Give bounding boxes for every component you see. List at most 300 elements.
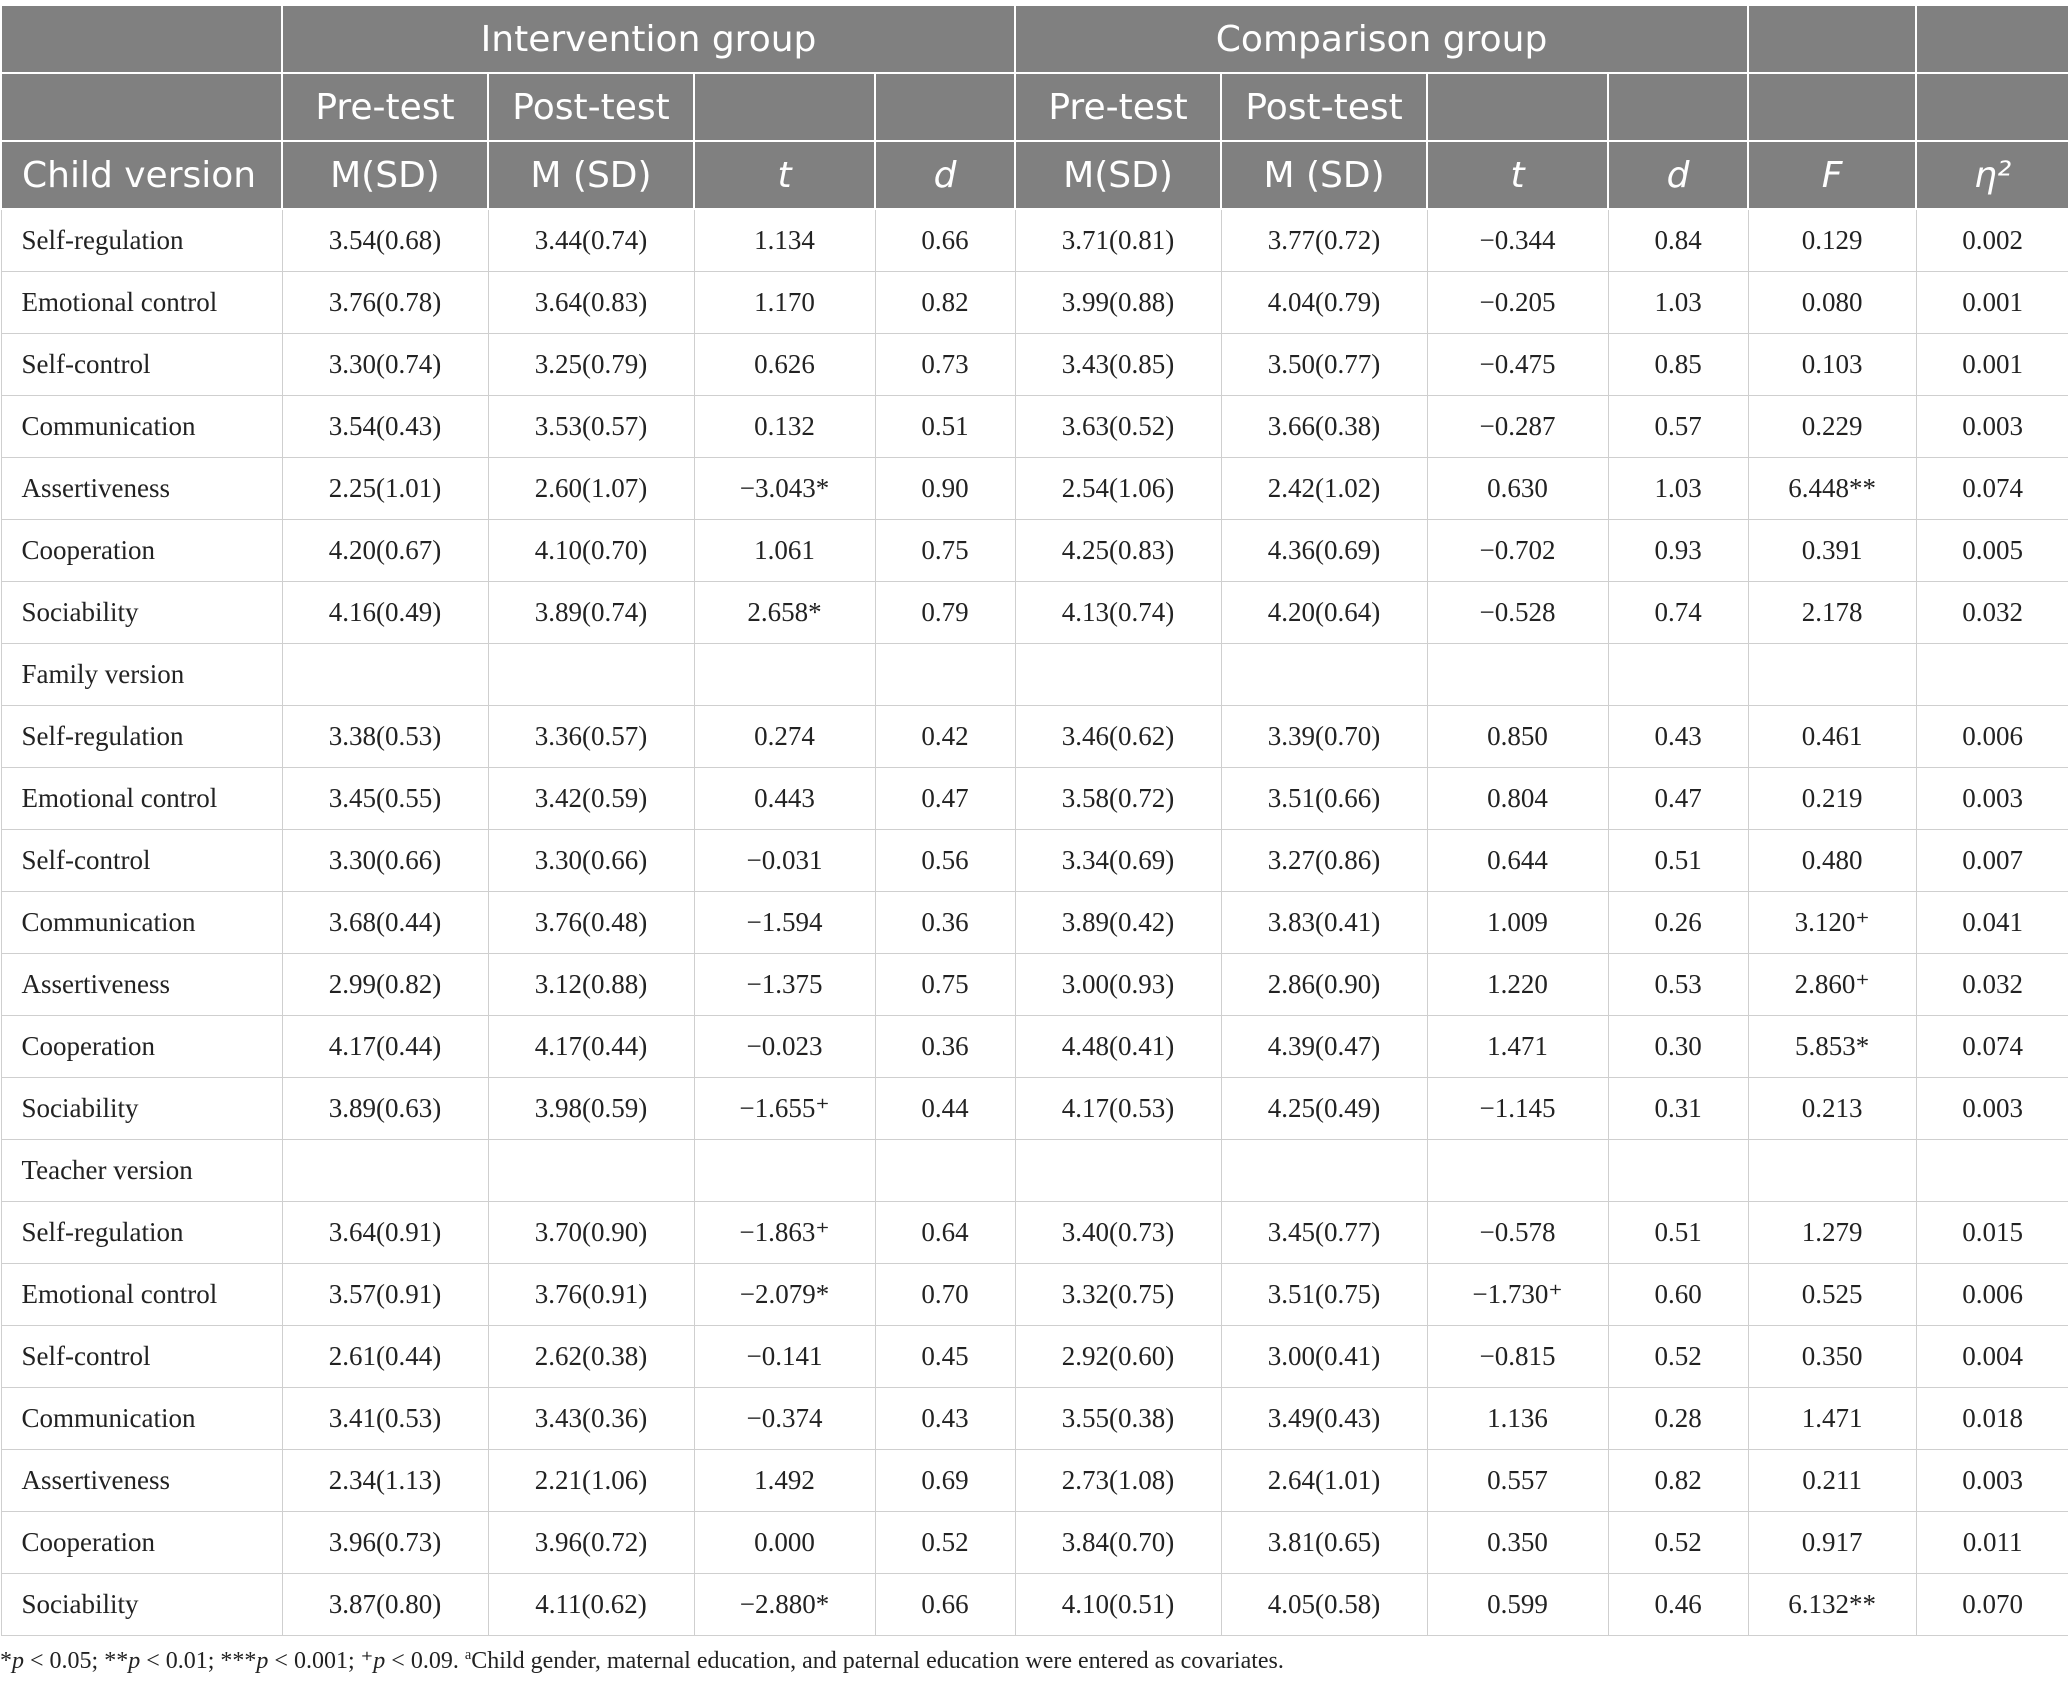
comparison-pretest-value: 3.32(0.75) xyxy=(1015,1264,1221,1326)
intervention-t-header: t xyxy=(694,141,875,209)
comparison-t-value: 0.804 xyxy=(1427,768,1608,830)
comparison-posttest-value: 3.51(0.75) xyxy=(1221,1264,1427,1326)
intervention-post-msd-header: M (SD) xyxy=(488,141,694,209)
intervention-posttest-value: 3.43(0.36) xyxy=(488,1388,694,1450)
header-empty xyxy=(1427,73,1608,141)
comparison-d-value: 0.60 xyxy=(1608,1264,1748,1326)
row-label: Sociability xyxy=(1,582,282,644)
intervention-posttest-value: 3.12(0.88) xyxy=(488,954,694,1016)
f-value: 0.080 xyxy=(1748,272,1916,334)
intervention-d-value: 0.79 xyxy=(875,582,1015,644)
f-value: 6.132** xyxy=(1748,1574,1916,1636)
comparison-d-value: 0.52 xyxy=(1608,1326,1748,1388)
comparison-t-value: 1.009 xyxy=(1427,892,1608,954)
comparison-pretest-value: 4.10(0.51) xyxy=(1015,1574,1221,1636)
eta-squared-value: 0.015 xyxy=(1916,1202,2068,1264)
table-row xyxy=(1,892,2068,954)
comparison-posttest-value: 4.05(0.58) xyxy=(1221,1574,1427,1636)
empty-cell xyxy=(1427,644,1608,706)
comparison-d-value: 0.51 xyxy=(1608,830,1748,892)
row-label: Emotional control xyxy=(1,272,282,334)
header-empty xyxy=(1,5,282,73)
comparison-t-value: −0.702 xyxy=(1427,520,1608,582)
intervention-t-value: 0.132 xyxy=(694,396,875,458)
table-row xyxy=(1,458,2068,520)
intervention-pretest-value: 4.16(0.49) xyxy=(282,582,488,644)
intervention-posttest-value: 3.30(0.66) xyxy=(488,830,694,892)
empty-cell xyxy=(1916,1140,2068,1202)
comparison-d-value: 1.03 xyxy=(1608,458,1748,520)
row-label: Communication xyxy=(1,892,282,954)
row-label: Communication xyxy=(1,1388,282,1450)
section-header-row xyxy=(1,1140,2068,1202)
intervention-pretest-value: 2.99(0.82) xyxy=(282,954,488,1016)
f-value: 0.211 xyxy=(1748,1450,1916,1512)
f-value: 0.350 xyxy=(1748,1326,1916,1388)
comparison-t-value: −0.578 xyxy=(1427,1202,1608,1264)
comparison-t-value: 0.630 xyxy=(1427,458,1608,520)
eta-squared-header: η² xyxy=(1916,141,2068,209)
table-row xyxy=(1,1016,2068,1078)
comparison-d-value: 0.93 xyxy=(1608,520,1748,582)
intervention-t-value: −3.043* xyxy=(694,458,875,520)
comparison-t-value: 1.471 xyxy=(1427,1016,1608,1078)
table-row xyxy=(1,582,2068,644)
comparison-d-value: 0.52 xyxy=(1608,1512,1748,1574)
table-row xyxy=(1,830,2068,892)
intervention-t-value: −0.031 xyxy=(694,830,875,892)
comparison-t-value: −0.815 xyxy=(1427,1326,1608,1388)
eta-squared-value: 0.032 xyxy=(1916,954,2068,1016)
eta-squared-value: 0.004 xyxy=(1916,1326,2068,1388)
row-label: Self-control xyxy=(1,334,282,396)
intervention-d-value: 0.52 xyxy=(875,1512,1015,1574)
f-value: 1.279 xyxy=(1748,1202,1916,1264)
comparison-pretest-value: 2.92(0.60) xyxy=(1015,1326,1221,1388)
comparison-posttest-value: 4.25(0.49) xyxy=(1221,1078,1427,1140)
comparison-d-value: 0.74 xyxy=(1608,582,1748,644)
comparison-pretest-value: 3.99(0.88) xyxy=(1015,272,1221,334)
comparison-t-value: −0.205 xyxy=(1427,272,1608,334)
intervention-d-value: 0.73 xyxy=(875,334,1015,396)
table-row xyxy=(1,954,2068,1016)
intervention-pretest-value: 3.41(0.53) xyxy=(282,1388,488,1450)
row-label: Emotional control xyxy=(1,768,282,830)
intervention-t-value: 0.626 xyxy=(694,334,875,396)
comparison-posttest-value: 3.00(0.41) xyxy=(1221,1326,1427,1388)
intervention-pretest-value: 3.68(0.44) xyxy=(282,892,488,954)
comparison-d-value: 0.30 xyxy=(1608,1016,1748,1078)
comparison-pre-msd-header: M(SD) xyxy=(1015,141,1221,209)
comparison-posttest-value: 2.86(0.90) xyxy=(1221,954,1427,1016)
intervention-pretest-value: 3.45(0.55) xyxy=(282,768,488,830)
eta-squared-value: 0.041 xyxy=(1916,892,2068,954)
intervention-group-header: Intervention group xyxy=(282,5,1015,73)
intervention-d-value: 0.75 xyxy=(875,520,1015,582)
comparison-d-value: 0.51 xyxy=(1608,1202,1748,1264)
intervention-posttest-value: 3.36(0.57) xyxy=(488,706,694,768)
eta-squared-value: 0.011 xyxy=(1916,1512,2068,1574)
intervention-t-value: 2.658* xyxy=(694,582,875,644)
empty-cell xyxy=(1608,1140,1748,1202)
intervention-d-value: 0.51 xyxy=(875,396,1015,458)
intervention-posttest-value: 2.62(0.38) xyxy=(488,1326,694,1388)
comparison-posttest-value: 3.66(0.38) xyxy=(1221,396,1427,458)
f-value: 0.917 xyxy=(1748,1512,1916,1574)
f-value: 0.213 xyxy=(1748,1078,1916,1140)
empty-cell xyxy=(1015,644,1221,706)
intervention-pretest-value: 3.64(0.91) xyxy=(282,1202,488,1264)
f-value: 0.480 xyxy=(1748,830,1916,892)
section-header-row xyxy=(1,644,2068,706)
comparison-t-value: −0.287 xyxy=(1427,396,1608,458)
intervention-posttest-value: 2.60(1.07) xyxy=(488,458,694,520)
intervention-posttest-value: 3.64(0.83) xyxy=(488,272,694,334)
intervention-posttest-value: 3.76(0.48) xyxy=(488,892,694,954)
comparison-t-value: −0.475 xyxy=(1427,334,1608,396)
comparison-group-header: Comparison group xyxy=(1015,5,1748,73)
f-value: 0.391 xyxy=(1748,520,1916,582)
comparison-d-value: 0.57 xyxy=(1608,396,1748,458)
eta-squared-value: 0.007 xyxy=(1916,830,2068,892)
eta-squared-value: 0.003 xyxy=(1916,768,2068,830)
f-value: 1.471 xyxy=(1748,1388,1916,1450)
comparison-pretest-value: 3.84(0.70) xyxy=(1015,1512,1221,1574)
empty-cell xyxy=(282,1140,488,1202)
empty-cell xyxy=(1748,644,1916,706)
table-row xyxy=(1,1574,2068,1636)
intervention-pretest-value: 3.54(0.68) xyxy=(282,209,488,272)
intervention-posttest-value: 3.53(0.57) xyxy=(488,396,694,458)
comparison-d-value: 1.03 xyxy=(1608,272,1748,334)
comparison-pretest-value: 3.00(0.93) xyxy=(1015,954,1221,1016)
table-row xyxy=(1,1512,2068,1574)
intervention-t-value: −0.374 xyxy=(694,1388,875,1450)
comparison-t-value: 1.220 xyxy=(1427,954,1608,1016)
row-label: Cooperation xyxy=(1,1016,282,1078)
intervention-posttest-value: 3.76(0.91) xyxy=(488,1264,694,1326)
intervention-posttest-value: 4.10(0.70) xyxy=(488,520,694,582)
intervention-d-value: 0.90 xyxy=(875,458,1015,520)
table-row xyxy=(1,1264,2068,1326)
row-label: Self-control xyxy=(1,830,282,892)
comparison-d-value: 0.46 xyxy=(1608,1574,1748,1636)
empty-cell xyxy=(1916,644,2068,706)
table-row xyxy=(1,209,2068,272)
intervention-posttest-header: Post-test xyxy=(488,73,694,141)
table-row xyxy=(1,1202,2068,1264)
f-value: 2.178 xyxy=(1748,582,1916,644)
comparison-posttest-value: 4.20(0.64) xyxy=(1221,582,1427,644)
intervention-d-value: 0.82 xyxy=(875,272,1015,334)
comparison-pretest-value: 4.13(0.74) xyxy=(1015,582,1221,644)
empty-cell xyxy=(488,644,694,706)
header-empty xyxy=(1748,73,1916,141)
table-row xyxy=(1,334,2068,396)
f-value: 3.120⁺ xyxy=(1748,892,1916,954)
eta-squared-value: 0.003 xyxy=(1916,1450,2068,1512)
comparison-d-value: 0.28 xyxy=(1608,1388,1748,1450)
intervention-posttest-value: 3.44(0.74) xyxy=(488,209,694,272)
table-row xyxy=(1,1388,2068,1450)
header-empty xyxy=(1916,5,2068,73)
eta-squared-value: 0.074 xyxy=(1916,458,2068,520)
intervention-d-value: 0.47 xyxy=(875,768,1015,830)
comparison-pretest-value: 4.25(0.83) xyxy=(1015,520,1221,582)
row-label: Emotional control xyxy=(1,1264,282,1326)
intervention-t-value: −1.594 xyxy=(694,892,875,954)
intervention-posttest-value: 2.21(1.06) xyxy=(488,1450,694,1512)
empty-cell xyxy=(694,1140,875,1202)
comparison-t-value: −0.528 xyxy=(1427,582,1608,644)
table-row xyxy=(1,706,2068,768)
empty-cell xyxy=(488,1140,694,1202)
comparison-d-value: 0.53 xyxy=(1608,954,1748,1016)
intervention-pretest-value: 3.89(0.63) xyxy=(282,1078,488,1140)
eta-squared-value: 0.074 xyxy=(1916,1016,2068,1078)
comparison-t-value: 0.644 xyxy=(1427,830,1608,892)
comparison-pretest-value: 4.17(0.53) xyxy=(1015,1078,1221,1140)
eta-squared-value: 0.001 xyxy=(1916,334,2068,396)
comparison-t-value: 0.350 xyxy=(1427,1512,1608,1574)
table-row xyxy=(1,520,2068,582)
header-empty xyxy=(875,73,1015,141)
comparison-pretest-value: 3.40(0.73) xyxy=(1015,1202,1221,1264)
intervention-pretest-value: 4.17(0.44) xyxy=(282,1016,488,1078)
intervention-d-value: 0.56 xyxy=(875,830,1015,892)
comparison-posttest-value: 3.51(0.66) xyxy=(1221,768,1427,830)
eta-squared-value: 0.006 xyxy=(1916,706,2068,768)
intervention-posttest-value: 3.89(0.74) xyxy=(488,582,694,644)
empty-cell xyxy=(694,644,875,706)
empty-cell xyxy=(875,1140,1015,1202)
header-empty xyxy=(694,73,875,141)
comparison-pretest-value: 3.55(0.38) xyxy=(1015,1388,1221,1450)
empty-cell xyxy=(1221,1140,1427,1202)
comparison-posttest-value: 4.36(0.69) xyxy=(1221,520,1427,582)
row-label: Assertiveness xyxy=(1,954,282,1016)
intervention-t-value: −1.863⁺ xyxy=(694,1202,875,1264)
comparison-t-value: 1.136 xyxy=(1427,1388,1608,1450)
f-value: 5.853* xyxy=(1748,1016,1916,1078)
empty-cell xyxy=(1427,1140,1608,1202)
comparison-posttest-value: 3.50(0.77) xyxy=(1221,334,1427,396)
intervention-d-value: 0.70 xyxy=(875,1264,1015,1326)
table-row xyxy=(1,272,2068,334)
comparison-t-value: 0.557 xyxy=(1427,1450,1608,1512)
intervention-posttest-value: 3.25(0.79) xyxy=(488,334,694,396)
intervention-d-value: 0.43 xyxy=(875,1388,1015,1450)
results-table xyxy=(0,4,2068,1636)
intervention-pretest-value: 2.25(1.01) xyxy=(282,458,488,520)
intervention-pretest-value: 3.30(0.74) xyxy=(282,334,488,396)
intervention-pretest-value: 2.34(1.13) xyxy=(282,1450,488,1512)
intervention-d-value: 0.64 xyxy=(875,1202,1015,1264)
intervention-t-value: 1.061 xyxy=(694,520,875,582)
comparison-posttest-value: 3.77(0.72) xyxy=(1221,209,1427,272)
row-label: Assertiveness xyxy=(1,1450,282,1512)
intervention-t-value: −0.023 xyxy=(694,1016,875,1078)
comparison-post-msd-header: M (SD) xyxy=(1221,141,1427,209)
eta-squared-value: 0.003 xyxy=(1916,396,2068,458)
intervention-d-value: 0.75 xyxy=(875,954,1015,1016)
comparison-posttest-value: 4.39(0.47) xyxy=(1221,1016,1427,1078)
empty-cell xyxy=(282,644,488,706)
intervention-t-value: −1.655⁺ xyxy=(694,1078,875,1140)
f-value: 2.860⁺ xyxy=(1748,954,1916,1016)
empty-cell xyxy=(1608,644,1748,706)
comparison-posttest-value: 3.39(0.70) xyxy=(1221,706,1427,768)
f-value: 0.229 xyxy=(1748,396,1916,458)
table-row xyxy=(1,768,2068,830)
intervention-pretest-value: 2.61(0.44) xyxy=(282,1326,488,1388)
intervention-pretest-value: 3.30(0.66) xyxy=(282,830,488,892)
intervention-pretest-value: 3.96(0.73) xyxy=(282,1512,488,1574)
intervention-t-value: 0.274 xyxy=(694,706,875,768)
intervention-d-value: 0.45 xyxy=(875,1326,1015,1388)
intervention-posttest-value: 3.42(0.59) xyxy=(488,768,694,830)
table-footnote: *p < 0.05; **p < 0.01; ***p < 0.001; ⁺p < 0.09. $^a$Child gender, maternal education, and paternal education were entered as covariates. xyxy=(0,1647,1284,1674)
f-value: 0.525 xyxy=(1748,1264,1916,1326)
intervention-posttest-value: 3.96(0.72) xyxy=(488,1512,694,1574)
row-label: Self-control xyxy=(1,1326,282,1388)
table-row xyxy=(1,1450,2068,1512)
comparison-d-value: 0.85 xyxy=(1608,334,1748,396)
header-empty xyxy=(1608,73,1748,141)
intervention-posttest-value: 4.11(0.62) xyxy=(488,1574,694,1636)
comparison-pretest-value: 2.73(1.08) xyxy=(1015,1450,1221,1512)
row-label: Communication xyxy=(1,396,282,458)
comparison-d-value: 0.26 xyxy=(1608,892,1748,954)
intervention-pretest-value: 3.76(0.78) xyxy=(282,272,488,334)
intervention-t-value: 1.492 xyxy=(694,1450,875,1512)
row-label: Self-regulation xyxy=(1,1202,282,1264)
eta-squared-value: 0.003 xyxy=(1916,1078,2068,1140)
row-label: Sociability xyxy=(1,1574,282,1636)
comparison-t-value: 0.599 xyxy=(1427,1574,1608,1636)
row-label: Self-regulation xyxy=(1,209,282,272)
f-value: 0.129 xyxy=(1748,209,1916,272)
intervention-d-header: d xyxy=(875,141,1015,209)
comparison-t-value: −1.730⁺ xyxy=(1427,1264,1608,1326)
comparison-pretest-header: Pre-test xyxy=(1015,73,1221,141)
comparison-t-value: 0.850 xyxy=(1427,706,1608,768)
f-value: 0.219 xyxy=(1748,768,1916,830)
table-row xyxy=(1,1326,2068,1388)
comparison-posttest-value: 2.42(1.02) xyxy=(1221,458,1427,520)
table-header xyxy=(1,5,2068,209)
header-empty xyxy=(1916,73,2068,141)
section-label: Family version xyxy=(1,644,282,706)
comparison-d-header: d xyxy=(1608,141,1748,209)
comparison-d-value: 0.47 xyxy=(1608,768,1748,830)
intervention-t-value: −1.375 xyxy=(694,954,875,1016)
comparison-pretest-value: 3.43(0.85) xyxy=(1015,334,1221,396)
intervention-pretest-value: 3.54(0.43) xyxy=(282,396,488,458)
comparison-posttest-value: 3.45(0.77) xyxy=(1221,1202,1427,1264)
comparison-posttest-header: Post-test xyxy=(1221,73,1427,141)
child-version-header: Child version xyxy=(1,141,282,209)
intervention-pretest-header: Pre-test xyxy=(282,73,488,141)
comparison-pretest-value: 3.89(0.42) xyxy=(1015,892,1221,954)
intervention-pretest-value: 3.57(0.91) xyxy=(282,1264,488,1326)
f-value: 0.461 xyxy=(1748,706,1916,768)
intervention-posttest-value: 3.70(0.90) xyxy=(488,1202,694,1264)
intervention-d-value: 0.36 xyxy=(875,1016,1015,1078)
intervention-t-value: −2.880* xyxy=(694,1574,875,1636)
intervention-t-value: −2.079* xyxy=(694,1264,875,1326)
comparison-pretest-value: 3.46(0.62) xyxy=(1015,706,1221,768)
comparison-d-value: 0.43 xyxy=(1608,706,1748,768)
row-label: Cooperation xyxy=(1,1512,282,1574)
intervention-t-value: 1.170 xyxy=(694,272,875,334)
intervention-pretest-value: 3.87(0.80) xyxy=(282,1574,488,1636)
comparison-posttest-value: 3.49(0.43) xyxy=(1221,1388,1427,1450)
intervention-t-value: −0.141 xyxy=(694,1326,875,1388)
comparison-pretest-value: 3.63(0.52) xyxy=(1015,396,1221,458)
comparison-t-value: −1.145 xyxy=(1427,1078,1608,1140)
f-value: 6.448** xyxy=(1748,458,1916,520)
intervention-d-value: 0.66 xyxy=(875,209,1015,272)
comparison-pretest-value: 3.71(0.81) xyxy=(1015,209,1221,272)
eta-squared-value: 0.032 xyxy=(1916,582,2068,644)
empty-cell xyxy=(1015,1140,1221,1202)
comparison-posttest-value: 3.27(0.86) xyxy=(1221,830,1427,892)
row-label: Self-regulation xyxy=(1,706,282,768)
eta-squared-value: 0.070 xyxy=(1916,1574,2068,1636)
empty-cell xyxy=(875,644,1015,706)
eta-squared-value: 0.005 xyxy=(1916,520,2068,582)
empty-cell xyxy=(1748,1140,1916,1202)
intervention-d-value: 0.69 xyxy=(875,1450,1015,1512)
empty-cell xyxy=(1221,644,1427,706)
intervention-t-value: 1.134 xyxy=(694,209,875,272)
eta-squared-value: 0.001 xyxy=(1916,272,2068,334)
intervention-posttest-value: 4.17(0.44) xyxy=(488,1016,694,1078)
intervention-pretest-value: 4.20(0.67) xyxy=(282,520,488,582)
header-empty xyxy=(1748,5,1916,73)
comparison-pretest-value: 3.58(0.72) xyxy=(1015,768,1221,830)
f-header: F xyxy=(1748,141,1916,209)
intervention-d-value: 0.42 xyxy=(875,706,1015,768)
comparison-posttest-value: 2.64(1.01) xyxy=(1221,1450,1427,1512)
intervention-d-value: 0.66 xyxy=(875,1574,1015,1636)
intervention-d-value: 0.36 xyxy=(875,892,1015,954)
eta-squared-value: 0.018 xyxy=(1916,1388,2068,1450)
comparison-posttest-value: 3.83(0.41) xyxy=(1221,892,1427,954)
table-row xyxy=(1,1078,2068,1140)
table-row xyxy=(1,396,2068,458)
eta-squared-value: 0.002 xyxy=(1916,209,2068,272)
row-label: Assertiveness xyxy=(1,458,282,520)
intervention-d-value: 0.44 xyxy=(875,1078,1015,1140)
table-body xyxy=(1,209,2068,1636)
f-value: 0.103 xyxy=(1748,334,1916,396)
comparison-pretest-value: 4.48(0.41) xyxy=(1015,1016,1221,1078)
row-label: Cooperation xyxy=(1,520,282,582)
comparison-d-value: 0.31 xyxy=(1608,1078,1748,1140)
section-label: Teacher version xyxy=(1,1140,282,1202)
comparison-posttest-value: 4.04(0.79) xyxy=(1221,272,1427,334)
intervention-t-value: 0.000 xyxy=(694,1512,875,1574)
comparison-posttest-value: 3.81(0.65) xyxy=(1221,1512,1427,1574)
comparison-d-value: 0.82 xyxy=(1608,1450,1748,1512)
eta-squared-value: 0.006 xyxy=(1916,1264,2068,1326)
row-label: Sociability xyxy=(1,1078,282,1140)
comparison-pretest-value: 3.34(0.69) xyxy=(1015,830,1221,892)
intervention-pre-msd-header: M(SD) xyxy=(282,141,488,209)
comparison-pretest-value: 2.54(1.06) xyxy=(1015,458,1221,520)
